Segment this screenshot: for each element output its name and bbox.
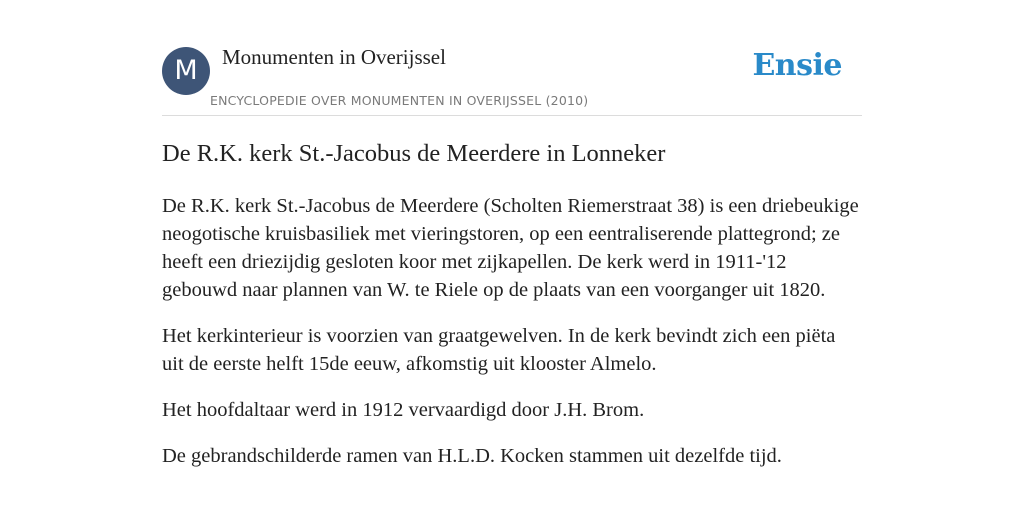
paragraph-3: Het hoofdaltaar werd in 1912 vervaardigd door J.H. Brom. xyxy=(162,399,645,421)
source-avatar[interactable]: M xyxy=(162,47,210,95)
article-body xyxy=(162,192,862,488)
paragraph-2: Het kerkinterieur is voorzien van graatgewelven. In de kerk bevindt zich een piëta uit de eerste helft 15de eeuw, afkomstig uit klooster Almelo. xyxy=(162,325,836,375)
paragraph-4: De gebrandschilderde ramen van H.L.D. Kocken stammen uit dezelfde tijd. xyxy=(162,445,782,467)
article-title: De R.K. kerk St.-Jacobus de Meerdere in Lonneker xyxy=(162,140,666,167)
source-title-link[interactable]: Monumenten in Overijssel xyxy=(222,45,446,69)
ensie-logo[interactable]: Ensie xyxy=(752,48,842,83)
paragraph-1: De R.K. kerk St.-Jacobus de Meerdere (Scholten Riemerstraat 38) is een driebeukige neogotische kruisbasiliek met vieringstoren, op een eentraliserende plattegrond; ze heeft een driezijdig gesloten koor met zijkapellen. De kerk werd in 1911-'12 gebouwd naar plannen van W. te Riele op de plaats van een voorganger uit 1820. xyxy=(162,195,859,301)
header-divider xyxy=(162,115,862,116)
source-subtitle: ENCYCLOPEDIE OVER MONUMENTEN IN OVERIJSSEL (2010) xyxy=(210,93,589,108)
